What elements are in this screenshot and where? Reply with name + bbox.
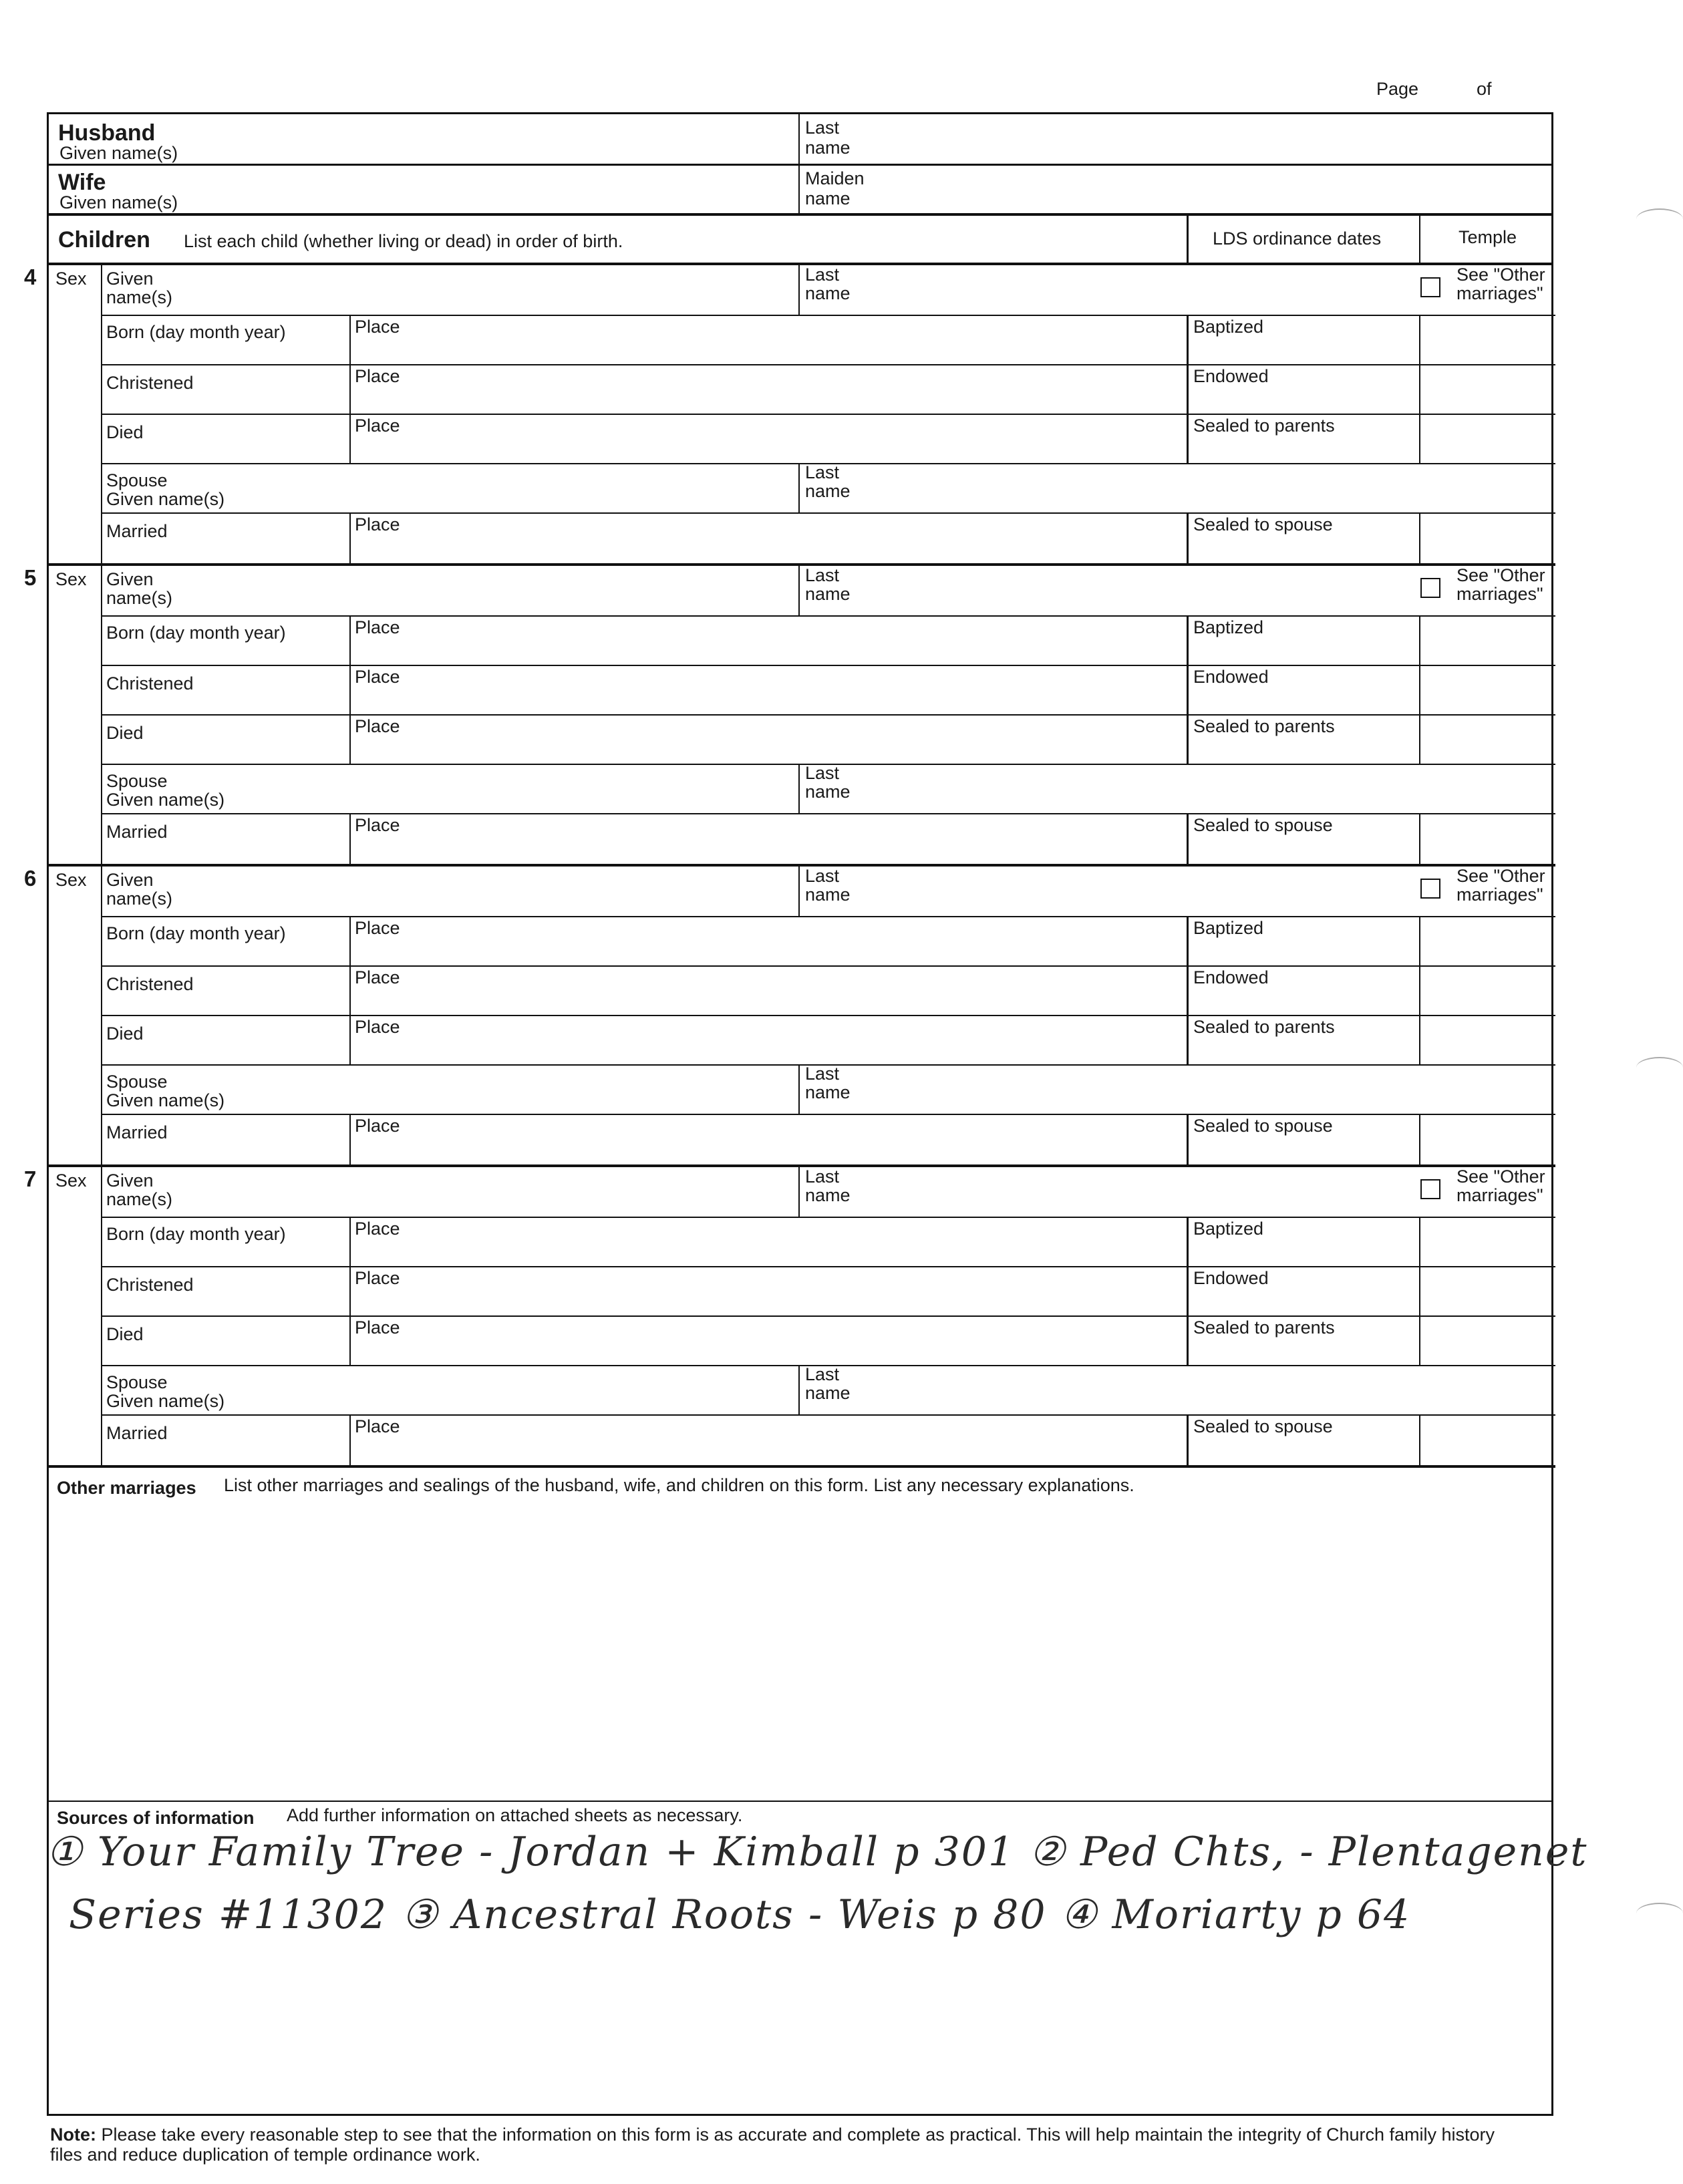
rule [101, 665, 1419, 666]
of-label: of [1477, 79, 1492, 99]
married-place-label: Place [355, 815, 400, 835]
rule [101, 315, 1555, 316]
see-other-marriages-label: marriages" [1457, 584, 1543, 604]
born-label: Born (day month year) [106, 623, 286, 643]
rule [1419, 1266, 1555, 1267]
rule [101, 364, 1419, 365]
baptized-label: Baptized [1193, 918, 1264, 938]
sex-label: Sex [55, 870, 87, 890]
sealed-to-parents-label: Sealed to parents [1193, 1317, 1335, 1338]
christened-place-label: Place [355, 667, 400, 687]
rule [349, 813, 351, 864]
child-number: 6 [24, 866, 37, 891]
spouse-label: Spouse [106, 470, 168, 490]
rule [101, 1217, 1555, 1218]
rule [349, 512, 351, 563]
born-place-label: Place [355, 317, 400, 337]
binder-hole-mark [1636, 1903, 1683, 1924]
rule [1187, 315, 1189, 463]
married-label: Married [106, 521, 168, 541]
spouse-label: Spouse [106, 1072, 168, 1092]
other-marriages-checkbox[interactable] [1420, 578, 1440, 598]
rule [1419, 916, 1420, 1064]
rule [1419, 965, 1555, 967]
christened-place-label: Place [355, 967, 400, 987]
rule [798, 566, 800, 615]
died-place-label: Place [355, 416, 400, 436]
rule [101, 813, 1555, 814]
born-label: Born (day month year) [106, 1224, 286, 1244]
died-label: Died [106, 1324, 144, 1344]
rule [1419, 1414, 1420, 1465]
endowed-label: Endowed [1193, 967, 1269, 987]
rule [1187, 1414, 1189, 1465]
rule [101, 1015, 1555, 1016]
married-label: Married [106, 1122, 168, 1142]
rule [1419, 216, 1420, 263]
child-number: 4 [24, 265, 37, 289]
rule [49, 263, 1551, 265]
handwritten-sources-line-2: Series #11302 ③ Ancestral Roots - Weis p 80 ④ Moriarty p 64 [69, 1891, 1411, 1938]
handwritten-sources-line-1: ① Your Family Tree - Jordan + Kimball p 301 ② Ped Chts, - Plentagenet [46, 1829, 1588, 1875]
binder-hole-mark [1636, 208, 1683, 230]
spouse-last-label: Last [805, 1364, 840, 1384]
other-marriages-checkbox[interactable] [1420, 1179, 1440, 1199]
rule [1419, 665, 1555, 666]
rule [101, 916, 1555, 917]
child-last-label: Last [805, 1166, 840, 1187]
spouse-given-label: Given name(s) [106, 790, 225, 810]
rule [798, 1064, 800, 1114]
child-number: 7 [24, 1166, 37, 1191]
rule [1187, 916, 1189, 1064]
sealed-to-parents-label: Sealed to parents [1193, 416, 1335, 436]
rule [101, 1167, 102, 1465]
rule [101, 965, 1419, 967]
baptized-label: Baptized [1193, 317, 1264, 337]
spouse-label: Spouse [106, 771, 168, 791]
rule [1419, 512, 1420, 563]
rule [101, 615, 1555, 617]
rule [798, 265, 800, 315]
rule [798, 867, 800, 916]
see-other-label: See "Other [1457, 265, 1545, 285]
sealed-to-parents-label: Sealed to parents [1193, 1017, 1335, 1037]
rule [1419, 813, 1420, 864]
rule [101, 1315, 1555, 1317]
children-instruction: List each child (whether living or dead) in order of birth. [184, 231, 623, 251]
rule [1419, 1217, 1420, 1365]
footer-note [50, 2125, 1520, 2165]
note-text: Please take every reasonable step to see that the information on this form is as accurate and complete as practical. This will help maintain the integrity of Church family history files and reduce duplication of temple ordinance work. [50, 2125, 1495, 2165]
rule [349, 315, 351, 463]
child-name-label: name(s) [106, 287, 173, 307]
rule [349, 1217, 351, 1365]
other-marriages-checkbox[interactable] [1420, 277, 1440, 297]
died-place-label: Place [355, 1317, 400, 1338]
child-given-label: Given [106, 1171, 154, 1191]
husband-given-label: Given name(s) [59, 143, 178, 163]
rule [49, 1465, 1555, 1468]
rule [798, 764, 800, 813]
rule [1419, 315, 1420, 463]
died-place-label: Place [355, 1017, 400, 1037]
rule [349, 1114, 351, 1164]
rule [101, 566, 102, 864]
rule [349, 916, 351, 1064]
see-other-label: See "Other [1457, 866, 1545, 886]
spouse-last-name-label: name [805, 782, 851, 802]
died-label: Died [106, 1024, 144, 1044]
spouse-given-label: Given name(s) [106, 489, 225, 509]
sources-instruction: Add further information on attached sheets as necessary. [287, 1805, 743, 1825]
christened-label: Christened [106, 1275, 194, 1295]
sealed-to-spouse-label: Sealed to spouse [1193, 815, 1333, 835]
child-name-label: name(s) [106, 1189, 173, 1209]
married-label: Married [106, 822, 168, 842]
married-place-label: Place [355, 514, 400, 534]
rule [1419, 615, 1420, 764]
rule [1187, 1217, 1189, 1365]
rule [798, 1365, 800, 1414]
see-other-label: See "Other [1457, 565, 1545, 585]
rule [49, 164, 1551, 166]
spouse-last-name-label: name [805, 1383, 851, 1403]
rule [1419, 364, 1555, 365]
christened-place-label: Place [355, 1268, 400, 1288]
rule [349, 615, 351, 764]
child-last-name-label: name [805, 283, 851, 303]
spouse-last-name-label: name [805, 1082, 851, 1102]
sealed-to-spouse-label: Sealed to spouse [1193, 514, 1333, 534]
wife-maiden-label: Maiden [805, 168, 865, 188]
child-last-name-label: name [805, 1185, 851, 1205]
sources-label: Sources of information [57, 1808, 255, 1828]
other-marriages-checkbox[interactable] [1420, 879, 1440, 899]
child-name-label: name(s) [106, 588, 173, 608]
child-last-name-label: name [805, 584, 851, 604]
page-label: Page [1376, 79, 1419, 99]
born-place-label: Place [355, 1219, 400, 1239]
binder-hole-mark [1636, 1057, 1683, 1078]
sex-label: Sex [55, 1171, 87, 1191]
rule [1187, 813, 1189, 864]
born-label: Born (day month year) [106, 923, 286, 943]
died-label: Died [106, 723, 144, 743]
spouse-last-label: Last [805, 763, 840, 783]
other-marriages-label: Other marriages [57, 1478, 196, 1498]
see-other-label: See "Other [1457, 1166, 1545, 1187]
child-given-label: Given [106, 569, 154, 589]
christened-label: Christened [106, 373, 194, 393]
child-number: 5 [24, 565, 37, 590]
wife-given-label: Given name(s) [59, 192, 178, 212]
rule [798, 1167, 800, 1217]
rule [1187, 216, 1189, 263]
sealed-to-spouse-label: Sealed to spouse [1193, 1416, 1333, 1436]
endowed-label: Endowed [1193, 667, 1269, 687]
rule [101, 867, 102, 1164]
rule [101, 1114, 1555, 1115]
wife-heading: Wife [58, 170, 106, 195]
rule [101, 512, 1555, 514]
christened-label: Christened [106, 974, 194, 994]
spouse-label: Spouse [106, 1372, 168, 1392]
other-marriages-instruction: List other marriages and sealings of the husband, wife, and children on this form. List any necessary explanations. [224, 1475, 1134, 1495]
child-given-label: Given [106, 870, 154, 890]
baptized-label: Baptized [1193, 617, 1264, 637]
sex-label: Sex [55, 269, 87, 289]
christened-place-label: Place [355, 366, 400, 386]
died-place-label: Place [355, 716, 400, 736]
rule [798, 114, 800, 213]
see-other-marriages-label: marriages" [1457, 1185, 1543, 1205]
rule [1419, 1114, 1420, 1164]
child-last-label: Last [805, 866, 840, 886]
rule [49, 1164, 1555, 1167]
rule [49, 563, 1555, 566]
born-place-label: Place [355, 918, 400, 938]
died-label: Died [106, 422, 144, 442]
wife-name-label: name [805, 188, 851, 208]
temple-heading: Temple [1459, 227, 1517, 247]
rule [1187, 615, 1189, 764]
rule [49, 213, 1551, 216]
rule [101, 714, 1555, 716]
married-place-label: Place [355, 1116, 400, 1136]
rule [49, 864, 1555, 867]
see-other-marriages-label: marriages" [1457, 885, 1543, 905]
endowed-label: Endowed [1193, 1268, 1269, 1288]
married-label: Married [106, 1423, 168, 1443]
spouse-given-label: Given name(s) [106, 1391, 225, 1411]
husband-heading: Husband [58, 120, 156, 146]
christened-label: Christened [106, 673, 194, 693]
born-place-label: Place [355, 617, 400, 637]
child-last-label: Last [805, 565, 840, 585]
family-group-form [46, 112, 1588, 2116]
sex-label: Sex [55, 569, 87, 589]
rule [101, 1414, 1555, 1416]
note-label: Note: [50, 2125, 96, 2145]
child-given-label: Given [106, 269, 154, 289]
spouse-last-label: Last [805, 1064, 840, 1084]
lds-ordinance-dates-heading: LDS ordinance dates [1213, 228, 1382, 249]
married-place-label: Place [355, 1416, 400, 1436]
rule [1187, 1114, 1189, 1164]
see-other-marriages-label: marriages" [1457, 283, 1543, 303]
rule [1187, 512, 1189, 563]
spouse-last-label: Last [805, 462, 840, 482]
sealed-to-parents-label: Sealed to parents [1193, 716, 1335, 736]
child-last-label: Last [805, 265, 840, 285]
child-name-label: name(s) [106, 889, 173, 909]
endowed-label: Endowed [1193, 366, 1269, 386]
child-last-name-label: name [805, 885, 851, 905]
rule [798, 463, 800, 512]
husband-name-label: name [805, 138, 851, 158]
spouse-last-name-label: name [805, 481, 851, 501]
rule [101, 1266, 1419, 1267]
spouse-given-label: Given name(s) [106, 1090, 225, 1110]
sealed-to-spouse-label: Sealed to spouse [1193, 1116, 1333, 1136]
husband-last-label: Last [805, 118, 840, 138]
rule [349, 1414, 351, 1465]
born-label: Born (day month year) [106, 322, 286, 342]
rule [101, 414, 1555, 415]
baptized-label: Baptized [1193, 1219, 1264, 1239]
rule [49, 1801, 1551, 1802]
children-heading: Children [58, 227, 150, 253]
rule [101, 265, 102, 563]
